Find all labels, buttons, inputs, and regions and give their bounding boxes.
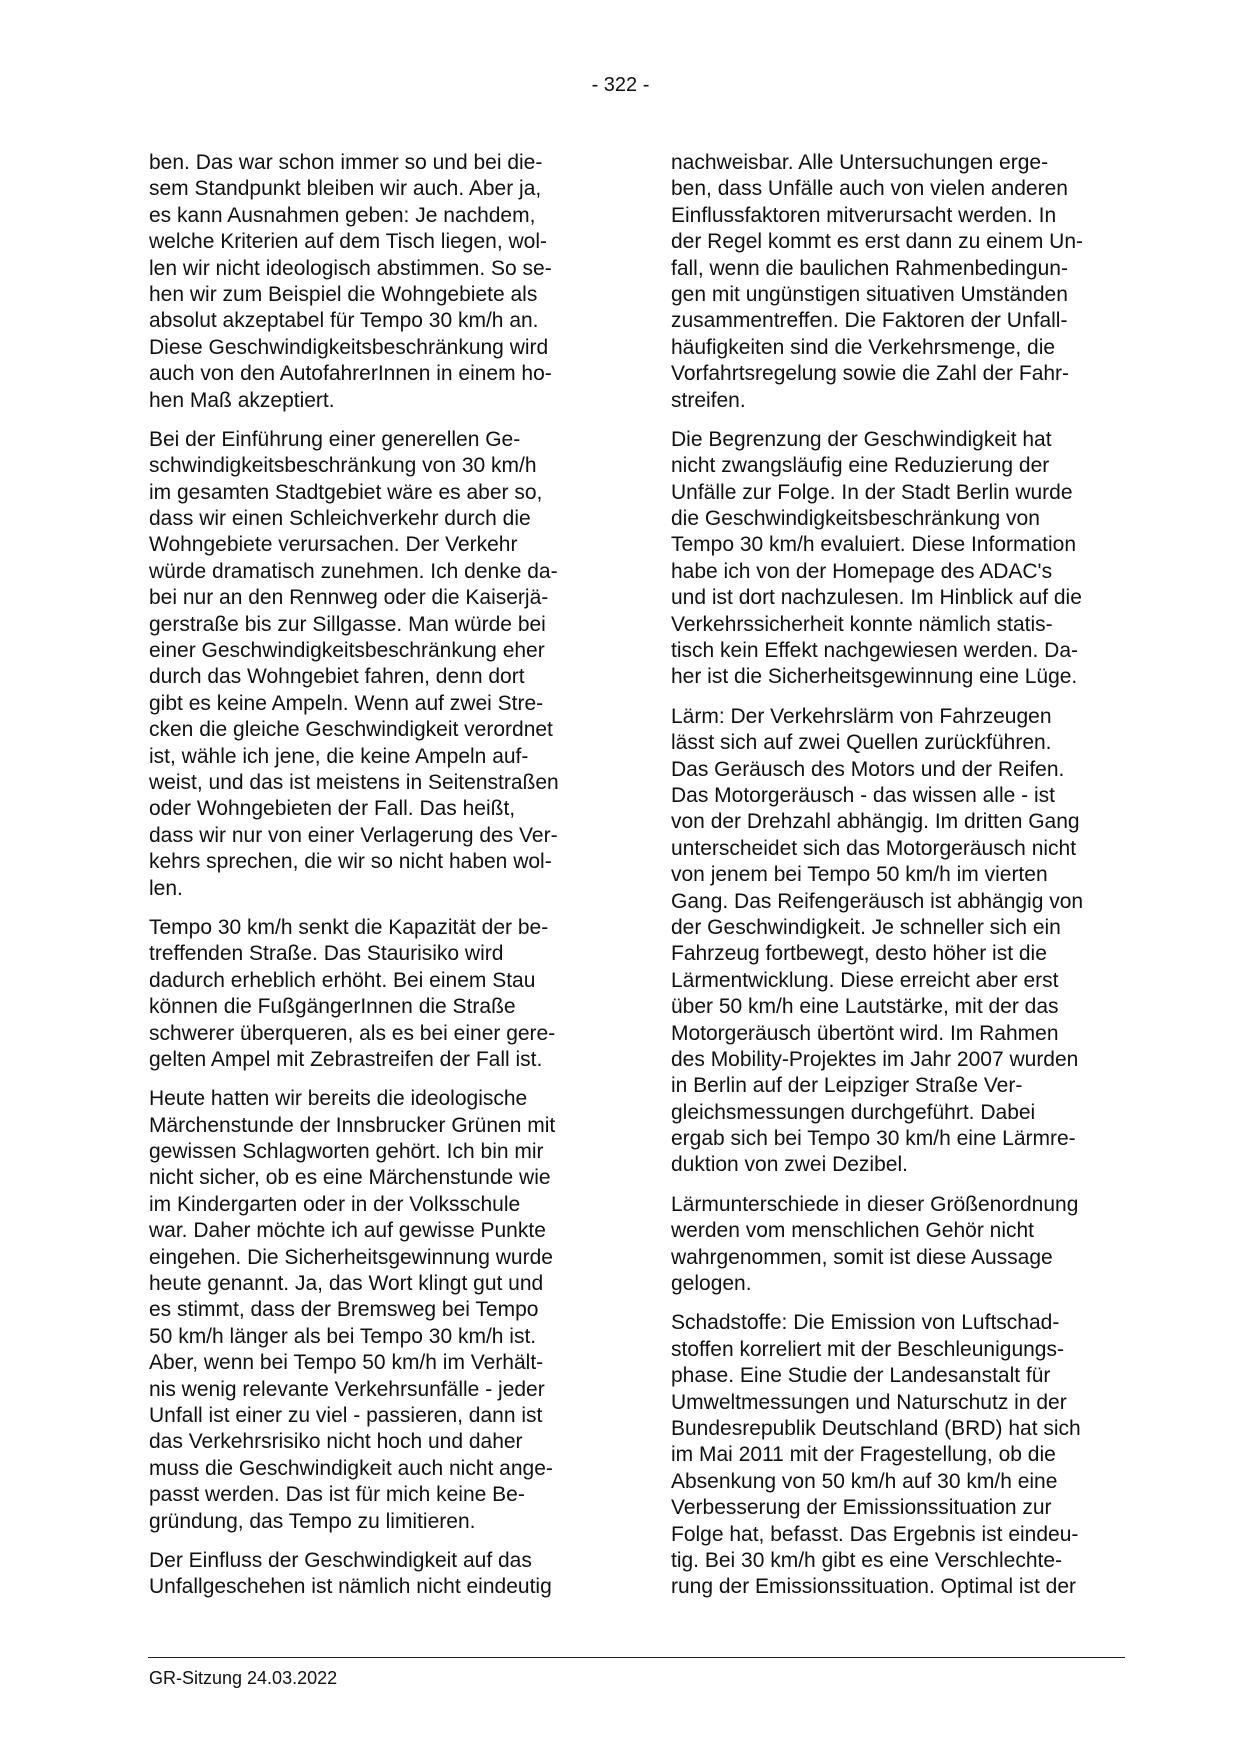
text-line: Lärm: Der Verkehrslärm von Fahrzeugen xyxy=(671,704,1052,728)
text-line: ergab sich bei Tempo 30 km/h eine Lärmre- xyxy=(671,1127,1076,1151)
text-line: in Berlin auf der Leipziger Straße Ver- xyxy=(671,1074,1023,1098)
text-line: tig. Bei 30 km/h gibt es eine Verschlechte- xyxy=(671,1548,1063,1572)
text-line: treffenden Straße. Das Staurisiko wird xyxy=(149,942,504,966)
text-line: passt werden. Das ist für mich keine Be- xyxy=(149,1483,525,1507)
text-line: sem Standpunkt bleiben wir auch. Aber ja, xyxy=(149,177,542,201)
text-line: können die FußgängerInnen die Straße xyxy=(149,995,516,1019)
text-line: phase. Eine Studie der Landesanstalt für xyxy=(671,1364,1051,1388)
text-line: Lärmunterschiede in dieser Größenordnung xyxy=(671,1192,1079,1216)
text-line: dass wir einen Schleichverkehr durch die xyxy=(149,507,531,531)
text-line: nis wenig relevante Verkehrsunfälle - jeder xyxy=(149,1377,545,1401)
footer-divider xyxy=(148,1657,1125,1658)
text-line: gerstraße bis zur Sillgasse. Man würde bei xyxy=(149,612,546,636)
text-line: streifen. xyxy=(671,388,746,412)
text-line: len. xyxy=(149,876,183,900)
text-line: 50 km/h länger als bei Tempo 30 km/h ist. xyxy=(149,1324,537,1348)
text-line: len wir nicht ideologisch abstimmen. So se- xyxy=(149,256,552,280)
text-line: Umweltmessungen und Naturschutz in der xyxy=(671,1390,1067,1414)
text-line: im gesamten Stadtgebiet wäre es aber so, xyxy=(149,480,543,504)
text-line: eingehen. Die Sicherheitsgewinnung wurde xyxy=(149,1245,553,1269)
text-line: war. Daher möchte ich auf gewisse Punkte xyxy=(149,1219,546,1243)
text-line: nachweisbar. Alle Untersuchungen erge- xyxy=(671,151,1049,174)
text-line: Das Geräusch des Motors und der Reifen. xyxy=(671,757,1065,781)
paragraph xyxy=(671,704,1141,1179)
text-line: ben. Das war schon immer so und bei die- xyxy=(149,151,543,174)
text-line: lässt sich auf zwei Quellen zurückführen. xyxy=(671,731,1052,755)
text-line: rung der Emissionssituation. Optimal ist der xyxy=(671,1575,1076,1599)
text-line: Unfall ist einer zu viel - passieren, dann ist xyxy=(149,1403,543,1427)
text-line: nicht sicher, ob es eine Märchenstunde wie xyxy=(149,1166,551,1190)
text-line: häufigkeiten sind die Verkehrsmenge, die xyxy=(671,335,1056,359)
text-line: Unfallgeschehen ist nämlich nicht eindeutig xyxy=(149,1575,552,1599)
text-line: der Geschwindigkeit. Je schneller sich ein xyxy=(671,915,1061,939)
text-line: Märchenstunde der Innsbrucker Grünen mit xyxy=(149,1113,556,1137)
paragraph xyxy=(671,150,1141,414)
text-line: Gang. Das Reifengeräusch ist abhängig von xyxy=(671,889,1084,913)
text-line: Folge hat, befasst. Das Ergebnis ist eindeu- xyxy=(671,1522,1079,1546)
text-line: gründung, das Tempo zu limitieren. xyxy=(149,1509,476,1533)
text-line: tisch kein Effekt nachgewiesen werden. Da- xyxy=(671,639,1078,663)
paragraph xyxy=(149,1086,599,1535)
left-column xyxy=(149,150,599,1614)
text-line: Schadstoffe: Die Emission von Luftschad- xyxy=(671,1311,1060,1335)
text-line: und ist dort nachzulesen. Im Hinblick auf die xyxy=(671,586,1082,610)
text-line: über 50 km/h eine Lautstärke, mit der das xyxy=(671,995,1059,1019)
footer-text: GR-Sitzung 24.03.2022 xyxy=(149,1668,338,1688)
text-line: Heute hatten wir bereits die ideologische xyxy=(149,1087,528,1111)
text-line: zusammentreffen. Die Faktoren der Unfall- xyxy=(671,309,1068,333)
text-line: würde dramatisch zunehmen. Ich denke da- xyxy=(149,559,558,583)
text-line: nicht zwangsläufig eine Reduzierung der xyxy=(671,454,1050,478)
text-line: werden vom menschlichen Gehör nicht xyxy=(671,1219,1035,1243)
text-line: einer Geschwindigkeitsbeschränkung eher xyxy=(149,639,545,663)
text-line: gleichsmessungen durchgeführt. Dabei xyxy=(671,1100,1036,1124)
text-line: Lärmentwicklung. Diese erreicht aber erst xyxy=(671,968,1059,992)
text-line: Tempo 30 km/h senkt die Kapazität der be- xyxy=(149,915,549,939)
paragraph xyxy=(149,150,599,414)
text-line: auch von den AutofahrerInnen in einem ho- xyxy=(149,362,552,386)
text-line: bei nur an den Rennweg oder die Kaiserjä- xyxy=(149,586,549,610)
text-line: Das Motorgeräusch - das wissen alle - ist xyxy=(671,783,1055,807)
text-line: es kann Ausnahmen geben: Je nachdem, xyxy=(149,203,536,227)
text-line: Verkehrssicherheit konnte nämlich statis- xyxy=(671,612,1053,636)
text-line: schwindigkeitsbeschränkung von 30 km/h xyxy=(149,454,537,478)
paragraph xyxy=(671,1192,1141,1298)
text-line: von der Drehzahl abhängig. Im dritten Gang xyxy=(671,810,1080,834)
page-number: - 322 - xyxy=(591,74,650,96)
paragraph xyxy=(149,1548,599,1601)
text-line: Fahrzeug fortbewegt, desto höher ist die xyxy=(671,942,1047,966)
text-line: duktion von zwei Dezibel. xyxy=(671,1153,908,1177)
text-line: cken die gleiche Geschwindigkeit verordnet xyxy=(149,718,553,742)
text-line: des Mobility-Projektes im Jahr 2007 wurden xyxy=(671,1047,1079,1071)
text-line: unterscheidet sich das Motorgeräusch nicht xyxy=(671,836,1077,860)
paragraph xyxy=(671,427,1141,691)
text-line: dass wir nur von einer Verlagerung des Ver- xyxy=(149,823,558,847)
text-line: durch das Wohngebiet fahren, denn dort xyxy=(149,665,525,689)
text-line: Motorgeräusch übertönt wird. Im Rahmen xyxy=(671,1021,1059,1045)
text-line: Bei der Einführung einer generellen Ge- xyxy=(149,427,521,451)
text-line: Der Einfluss der Geschwindigkeit auf das xyxy=(149,1548,532,1572)
text-line: stoffen korreliert mit der Beschleunigungs- xyxy=(671,1337,1064,1361)
text-line: hen Maß akzeptiert. xyxy=(149,388,335,412)
paragraph xyxy=(671,1310,1141,1600)
text-line: Absenkung von 50 km/h auf 30 km/h eine xyxy=(671,1469,1058,1493)
text-line: Aber, wenn bei Tempo 50 km/h im Verhält- xyxy=(149,1351,544,1375)
text-line: gelogen. xyxy=(671,1272,752,1296)
text-line: Diese Geschwindigkeitsbeschränkung wird xyxy=(149,335,549,359)
text-line: Verbesserung der Emissionssituation zur xyxy=(671,1496,1052,1520)
text-line: weist, und das ist meistens in Seitenstraßen xyxy=(149,770,559,794)
text-line: absolut akzeptabel für Tempo 30 km/h an. xyxy=(149,309,539,333)
paragraph xyxy=(149,915,599,1073)
text-line: von jenem bei Tempo 50 km/h im vierten xyxy=(671,863,1048,887)
text-line: dadurch erheblich erhöht. Bei einem Stau xyxy=(149,968,536,992)
text-line: fall, wenn die baulichen Rahmenbedingun- xyxy=(671,256,1068,280)
text-line: Wohngebiete verursachen. Der Verkehr xyxy=(149,533,518,557)
text-line: das Verkehrsrisiko nicht hoch und daher xyxy=(149,1430,523,1454)
text-line: gibt es keine Ampeln. Wenn auf zwei Stre- xyxy=(149,691,544,715)
text-line: gewissen Schlagworten gehört. Ich bin mir xyxy=(149,1140,544,1164)
paragraph xyxy=(149,427,599,902)
text-line: gelten Ampel mit Zebrastreifen der Fall ist. xyxy=(149,1047,543,1071)
text-line: habe ich von der Homepage des ADAC's xyxy=(671,559,1053,583)
text-line: schwerer überqueren, als es bei einer gere- xyxy=(149,1021,556,1045)
text-line: ist, wähle ich jene, die keine Ampeln auf- xyxy=(149,744,529,768)
text-line: im Kindergarten oder in der Volksschule xyxy=(149,1192,521,1216)
text-line: her ist die Sicherheitsgewinnung eine Lüge. xyxy=(671,665,1078,689)
text-line: die Geschwindigkeitsbeschränkung von xyxy=(671,507,1040,531)
text-line: muss die Geschwindigkeit auch nicht ange- xyxy=(149,1456,553,1480)
text-line: Tempo 30 km/h evaluiert. Diese Information xyxy=(671,533,1077,557)
text-line: heute genannt. Ja, das Wort klingt gut und xyxy=(149,1272,544,1296)
text-line: oder Wohngebieten der Fall. Das heißt, xyxy=(149,797,516,821)
text-line: Bundesrepublik Deutschland (BRD) hat sich xyxy=(671,1416,1081,1440)
text-line: es stimmt, dass der Bremsweg bei Tempo xyxy=(149,1298,539,1322)
text-line: im Mai 2011 mit der Fragestellung, ob die xyxy=(671,1443,1056,1467)
right-column xyxy=(671,150,1141,1614)
text-line: der Regel kommt es erst dann zu einem Un- xyxy=(671,230,1084,254)
text-line: gen mit ungünstigen situativen Umständen xyxy=(671,282,1068,306)
text-line: Einflussfaktoren mitverursacht werden. In xyxy=(671,203,1057,227)
text-line: wahrgenommen, somit ist diese Aussage xyxy=(671,1245,1053,1269)
text-line: hen wir zum Beispiel die Wohngebiete als xyxy=(149,282,538,306)
text-line: Unfälle zur Folge. In der Stadt Berlin wurde xyxy=(671,480,1073,504)
text-line: kehrs sprechen, die wir so nicht haben wol- xyxy=(149,850,552,874)
text-line: welche Kriterien auf dem Tisch liegen, wol- xyxy=(149,230,548,254)
text-line: ben, dass Unfälle auch von vielen anderen xyxy=(671,177,1068,201)
text-line: Die Begrenzung der Geschwindigkeit hat xyxy=(671,427,1052,451)
text-line: Vorfahrtsregelung sowie die Zahl der Fahr- xyxy=(671,362,1070,386)
